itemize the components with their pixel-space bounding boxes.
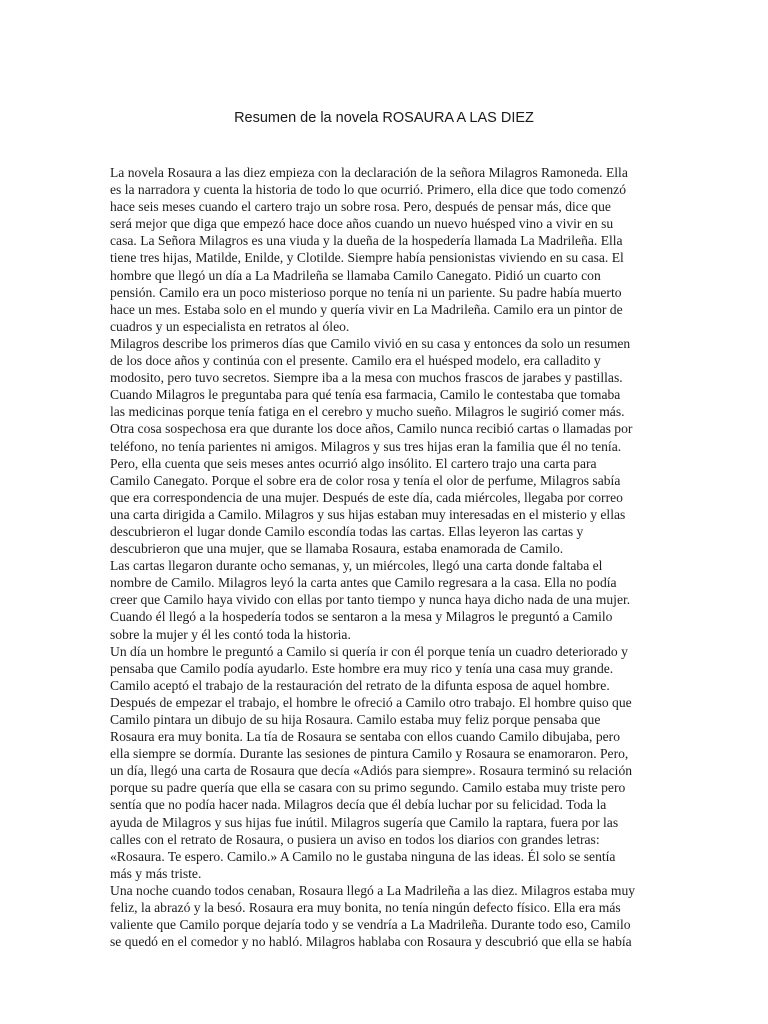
- text-line: Otra cosa sospechosa era que durante los doce años, Camilo nunca recibió cartas o llamadas por: [110, 421, 633, 437]
- text-line: ayuda de Milagros y sus hijas fue inútil. Milagros sugería que Camilo la raptara, fuera por las: [110, 814, 619, 830]
- text-line: Rosaura era muy bonita. La tía de Rosaura se sentaba con ellos cuando Camilo dibujaba, pero: [110, 729, 620, 745]
- text-line: de los doce años y continúa con el presente. Camilo era el huésped modelo, era calladito y: [110, 353, 601, 369]
- text-line: calles con el retrato de Rosaura, o pusiera un aviso en todos los diarios con grandes letras:: [110, 831, 600, 847]
- text-line: Camilo Canegato. Porque el sobre era de color rosa y tenía el olor de perfume, Milagros sabía: [110, 472, 621, 488]
- document-body: [110, 164, 658, 950]
- text-line: será mejor que diga que empezó hace doce años cuando un nuevo huésped vino a vivir en su: [110, 216, 614, 232]
- text-line: casa. La Señora Milagros es una viuda y la dueña de la hospedería llamada La Madrileña. Ella: [110, 233, 623, 249]
- text-line: feliz, la abrazó y la besó. Rosaura era muy bonita, no tenía ningún defecto físico. Ella era más: [110, 900, 621, 916]
- text-line: «Rosaura. Te espero. Camilo.» A Camilo no le gustaba ninguna de las ideas. Él solo se sentía: [110, 848, 616, 864]
- text-line: más y más triste.: [110, 865, 202, 881]
- text-line: Las cartas llegaron durante ocho semanas, y, un miércoles, llegó una carta donde faltaba el: [110, 558, 603, 574]
- text-line: valiente que Camilo porque dejaría todo y se vendría a La Madrileña. Durante todo eso, Camilo: [110, 917, 631, 933]
- text-line: modosito, pero tuvo secretos. Siempre iba a la mesa con muchos frascos de jarabes y pastillas.: [110, 370, 623, 386]
- text-line: Camilo pintara un dibujo de su hija Rosaura. Camilo estaba muy feliz porque pensaba que: [110, 712, 601, 727]
- text-line: porque su padre quería que ella se casara con su primo segundo. Camilo estaba muy triste pero: [110, 780, 626, 796]
- text-line: hace seis meses cuando el cartero trajo un sobre rosa. Pero, después de pensar más, dice que: [110, 199, 611, 215]
- text-line: Milagros describe los primeros días que Camilo vivió en su casa y entonces da solo un resumen: [110, 335, 631, 351]
- text-line: Cuando él llegó a la hospedería todos se sentaron a la mesa y Milagros le preguntó a Camilo: [110, 609, 613, 625]
- text-line: se quedó en el comedor y no habló. Milagros hablaba con Rosaura y descubrió que ella se había: [110, 934, 632, 950]
- text-line: cuadros y un especialista en retratos al óleo.: [110, 318, 350, 334]
- text-line: tiene tres hijas, Matilde, Enilde, y Clotilde. Siempre había pensionistas viviendo en su casa. El: [110, 250, 624, 266]
- text-line: sentía que no podía hacer nada. Milagros decía que él debía luchar por su felicidad. Toda la: [110, 797, 607, 813]
- text-line: un día, llegó una carta de Rosaura que decía «Adiós para siempre». Rosaura terminó su relación: [110, 763, 633, 779]
- text-line: hombre que llegó un día a La Madrileña se llamaba Camilo Canegato. Pidió un cuarto con: [110, 267, 601, 283]
- text-line: es la narradora y cuenta la historia de todo lo que ocurrió. Primero, ella dice que todo comenzó: [110, 182, 626, 198]
- text-line: La novela Rosaura a las diez empieza con la declaración de la señora Milagros Ramoneda. Ella: [110, 165, 628, 180]
- text-line: hace un mes. Estaba solo en el mundo y quería vivir en La Madrileña. Camilo era un pintor de: [110, 301, 623, 317]
- text-line: Pero, ella cuenta que seis meses antes ocurrió algo insólito. El cartero trajo una carta para: [110, 455, 597, 471]
- text-line: ella siempre se dormía. Durante las sesiones de pintura Camilo y Rosaura se enamoraron. Pero,: [110, 746, 629, 762]
- text-line: las medicinas porque tenía fatiga en el cerebro y mucho sueño. Milagros le sugirió comer más.: [110, 404, 625, 420]
- text-line: descubrieron el lugar donde Camilo escondía todas las cartas. Ellas leyeron las cartas y: [110, 523, 584, 539]
- text-line: nombre de Camilo. Milagros leyó la carta antes que Camilo regresara a la casa. Ella no podía: [110, 575, 617, 591]
- text-line: descubrieron que una mujer, que se llamaba Rosaura, estaba enamorada de Camilo.: [110, 541, 564, 557]
- text-line: Cuando Milagros le preguntaba para qué tenía esa farmacia, Camilo le contestaba que tomaba: [110, 387, 621, 403]
- text-line: Un día un hombre le preguntó a Camilo si quería ir con él porque tenía un cuadro deteriorado y: [110, 643, 628, 659]
- document-title: Resumen de la novela ROSAURA A LAS DIEZ: [234, 110, 534, 126]
- text-line: Después de empezar el trabajo, el hombre le ofreció a Camilo otro trabajo. El hombre quiso que: [110, 694, 632, 710]
- text-line: teléfono, no tenía parientes ni amigos. Milagros y sus tres hijas eran la familia que él no tenía.: [110, 438, 622, 454]
- text-line: creer que Camilo haya vivido con ellas por tanto tiempo y nunca haya dicho nada de una mujer.: [110, 592, 631, 608]
- text-line: Una noche cuando todos cenaban, Rosaura llegó a La Madrileña a las diez. Milagros estaba muy: [110, 882, 636, 898]
- text-line: sobre la mujer y él les contó toda la historia.: [110, 626, 351, 642]
- text-line: una carta dirigida a Camilo. Milagros y sus hijas estaban muy interesadas en el misterio y ellas: [110, 506, 626, 522]
- text-line: pensión. Camilo era un poco misterioso porque no tenía ni un pariente. Su padre había muerto: [110, 284, 622, 300]
- text-line: pensaba que Camilo podía ayudarlo. Este hombre era muy rico y tenía una casa muy grande.: [110, 660, 614, 676]
- text-line: Camilo aceptó el trabajo de la restauración del retrato de la difunta esposa de aquel hombre.: [110, 677, 610, 693]
- text-line: que era correspondencia de una mujer. Después de este día, cada miércoles, llegaba por correo: [110, 489, 623, 505]
